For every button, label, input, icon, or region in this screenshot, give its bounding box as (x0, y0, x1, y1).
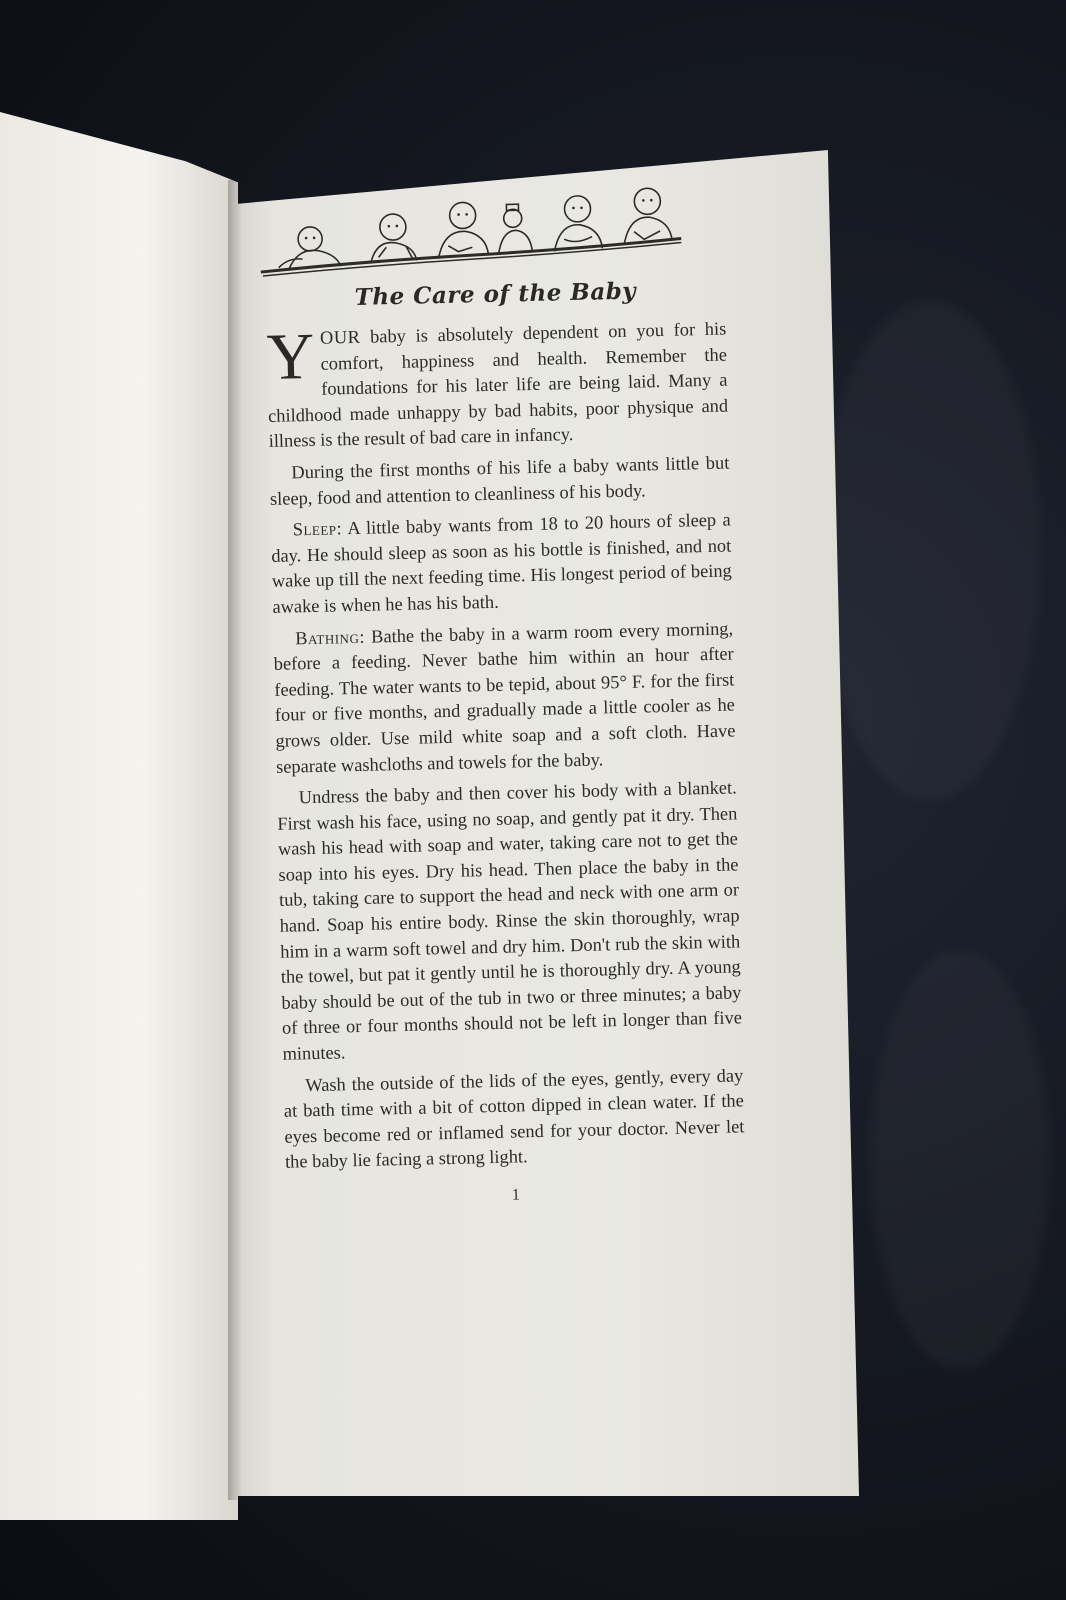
intro-lead: OUR (319, 326, 361, 348)
paragraph-sleep (270, 508, 732, 621)
book-gutter (228, 180, 242, 1500)
paragraph-first-months: During the first months of his life a baby wants little but sleep, food and attention to cleanliness of his body. (269, 452, 730, 509)
intro-paragraph (266, 317, 729, 455)
page-number: 1 (511, 1186, 521, 1204)
cloth-fold (820, 300, 1040, 800)
drop-cap: Y (265, 319, 316, 394)
paragraph-undress: Undress the baby and then cover his body with a blanket. First wash his face, using no soap, and gently pat it dry. Then wash his head with soap and water, taking care not to get the soap into his eyes. Dry his head. Then place the baby in the tub, taking care to support the head and neck with one arm or hand. Soap his entire body. Rinse the skin thoroughly, wrap him in a warm soft towel and dry him. Don't rub the skin with the towel, but pat it gently until he is thoroughly dry. A young baby should be out of the tub in two or three minutes; a baby of three or four months should not be left in longer than five minutes. (277, 777, 743, 1064)
bathing-text: Bathe the baby in a warm room every morning, before a feeding. Never bathe him within an hour after feeding. The water wants to be tepid, about 95° F. for the first four or five months, and gradually made a little cooler as he grows older. Use mild white soap and a soft cloth. Have separate washcloths and towels for the baby. (273, 617, 736, 777)
bathing-heading: Bathing: (294, 626, 366, 648)
intro-text: baby is absolutely dependent on you for his comfort, happiness and health. Remember the foundations for his later life are being laid. Many a childhood made unhappy by bad habits, poor physique and illness is the result of bad care in infancy. (267, 318, 729, 452)
paragraph-eyes: Wash the outside of the lids of the eyes, gently, every day at bath time with a bit of cotton dipped in clean water. If the eyes become red or inflamed send for your doctor. Never let the baby lie facing a strong light. (283, 1064, 745, 1173)
paragraph-bathing (273, 616, 736, 780)
page-title: The Care of the Baby (354, 277, 637, 311)
sleep-heading: Sleep: (292, 518, 343, 540)
page-content (263, 180, 746, 1210)
cloth-fold (870, 950, 1050, 1370)
babies-header-illustration (257, 180, 684, 280)
sleep-text: A little baby wants from 18 to 20 hours of sleep a day. He should sleep as soon as his bottle is finished, and not wake up till the next feeding time. His longest period of being awake is when he has his bath. (271, 509, 732, 617)
left-page (0, 112, 238, 1520)
